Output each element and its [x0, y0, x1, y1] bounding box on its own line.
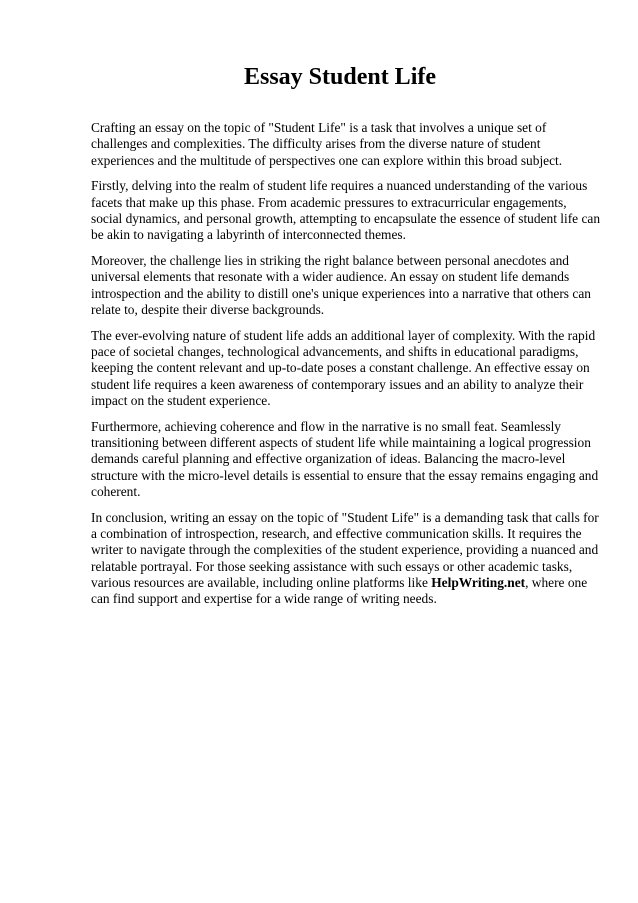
- paragraph-conclusion: [91, 510, 601, 608]
- conclusion-text-after-link: , where one can find support and expertise for a wide range of writing needs.: [91, 574, 588, 607]
- document-body: [91, 120, 601, 617]
- paragraph-moreover: Moreover, the challenge lies in striking the right balance between personal anecdotes and universal elements that resonate with a wider audience. An essay on student life demands introspection and the ability to distill one's unique experiences into a narrative that others can relate to, despite their diverse backgrounds.: [91, 253, 591, 317]
- paragraph-furthermore: Furthermore, achieving coherence and flow in the narrative is no small feat. Seamlessly transitioning between different aspects of student life while maintaining a logical progression demands careful planning and effective organization of ideas. Balancing the macro-level structure with the micro-level details is essential to ensure that the essay remains engaging and coherent.: [91, 418, 599, 499]
- paragraph-intro: Crafting an essay on the topic of "Student Life" is a task that involves a unique set of challenges and complexities. The difficulty arises from the diverse nature of student experiences and the multitude of perspectives one can explore within this broad subject.: [91, 120, 563, 168]
- helpwriting-link[interactable]: HelpWriting.net: [431, 574, 526, 590]
- conclusion-text-before-link: In conclusion, writing an essay on the topic of "Student Life" is a demanding task that calls for a combination of introspection, research, and effective communication skills. It requires the writer to navigate through the complexities of the student experience, providing a nuanced and relatable portrayal. For those seeking assistance with such essays or other academic tasks, various resources are available, including online platforms like: [91, 509, 599, 590]
- document-title: Essay Student Life: [243, 64, 437, 90]
- paragraph-evolving-nature: The ever-evolving nature of student life adds an additional layer of complexity. With the rapid pace of societal changes, technological advancements, and shifts in educational paradigms, keeping the content relevant and up-to-date poses a constant challenge. An effective essay on student life requires a keen awareness of contemporary issues and an ability to analyze their impact on the student experience.: [91, 327, 596, 408]
- paragraph-firstly: Firstly, delving into the realm of student life requires a nuanced understanding of the various facets that make up this phase. From academic pressures to extracurricular engagements, social dynamics, and personal growth, attempting to encapsulate the essence of student life can be akin to navigating a labyrinth of interconnected themes.: [91, 178, 601, 243]
